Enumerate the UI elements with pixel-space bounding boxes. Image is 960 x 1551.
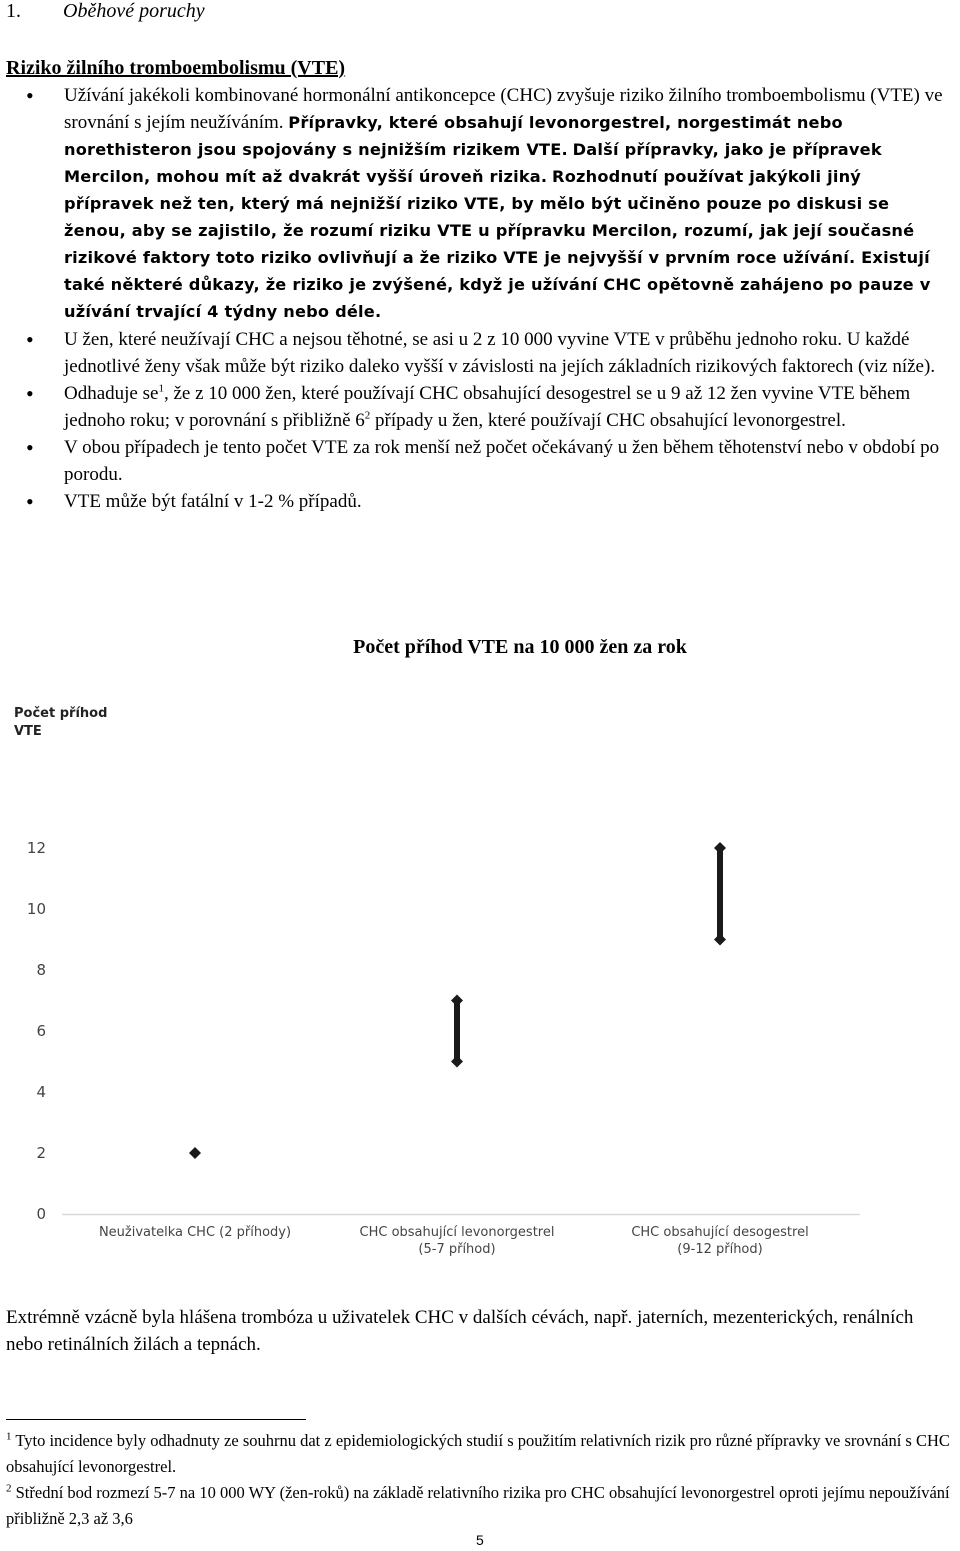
- vte-range-chart: [0, 820, 900, 1260]
- chart-title: Počet příhod VTE na 10 000 žen za rok: [353, 636, 687, 658]
- list-item: [0, 434, 960, 488]
- range-low-marker: [451, 1056, 463, 1068]
- range-low-marker: [189, 1147, 201, 1159]
- bullet-text-bold: Další přípravky, jako je přípravek Mercilon, mohou mít až dvakrát vyšší úroveň rizika.: [64, 140, 882, 186]
- chart-y-axis-label: [14, 705, 107, 741]
- footnote-text: Střední bod rozmezí 5-7 na 10 000 WY (žen-roků) na základě relativního rizika pro CHC obsahující levonorgestrel oproti jejímu nepoužívání přibližně 2,3 až 3,6: [6, 1483, 950, 1528]
- footnote-mark: 2: [6, 1482, 12, 1495]
- bullet-text: případy u žen, které používají CHC obsahující levonorgestrel.: [370, 410, 846, 431]
- footnote: [6, 1480, 956, 1532]
- y-tick-label: 2: [36, 1144, 46, 1162]
- closing-paragraph: Extrémně vzácně byla hlášena trombóza u uživatelek CHC v dalších cévách, např. jaterních, mezenterických, renálních nebo retinálních žilách a tepnách.: [6, 1307, 914, 1355]
- list-item: [0, 488, 960, 515]
- heading-title: Oběhové poruchy: [63, 0, 205, 22]
- footnotes: [6, 1428, 956, 1532]
- list-item: [0, 82, 960, 325]
- range-high-marker: [714, 842, 726, 854]
- x-category-sublabel: (9-12 příhod): [677, 1242, 763, 1257]
- section-title: Riziko žilního tromboembolismu (VTE): [6, 57, 346, 79]
- bullet-text: U žen, které neužívají CHC a nejsou těhotné, se asi u 2 z 10 000 vyvine VTE v průběhu jednoho roku. U každé jednotlivé ženy však může být riziko daleko vyšší v závislosti na jejích základních rizikových faktorech (viz níže).: [64, 329, 936, 377]
- footnote-text: Tyto incidence byly odhadnuty ze souhrnu dat z epidemiologických studií s použitím relativních rizik pro různé přípravky ve srovnání s CHC obsahující levonorgestrel.: [6, 1431, 950, 1476]
- bullet-text: Užívání jakékoli kombinované hormonální antikoncepce (CHC) zvyšuje riziko žilního tromboembolismu (VTE) ve srovnání s jejím neužíváním.: [64, 85, 943, 133]
- x-category-label: CHC obsahující desogestrel: [631, 1225, 809, 1240]
- footnote-mark: 1: [6, 1430, 12, 1443]
- footnote-ref: 2: [364, 409, 371, 422]
- footnote-ref: 1: [158, 382, 164, 395]
- footnote-divider: [6, 1419, 306, 1420]
- bullet-icon: •: [26, 435, 34, 460]
- x-category-label: Neuživatelka CHC (2 příhody): [98, 1225, 292, 1240]
- range-high-marker: [451, 995, 463, 1007]
- y-axis-label-line: Počet příhod: [14, 706, 108, 721]
- y-tick-label: 4: [36, 1083, 46, 1101]
- bullet-text: , že z 10 000 žen, které používají CHC obsahující desogestrel se u 9 až 12 žen vyvine VTE během jednoho roku; v porovnání s přibližně 6: [64, 383, 911, 431]
- heading-number: 1.: [6, 0, 21, 22]
- x-category-sublabel: (5-7 příhod): [418, 1242, 496, 1257]
- bullet-icon: •: [26, 327, 34, 352]
- footnote: [6, 1428, 956, 1480]
- y-tick-label: 0: [36, 1205, 46, 1223]
- y-tick-label: 12: [26, 839, 46, 857]
- list-item: [0, 380, 960, 434]
- y-tick-label: 6: [36, 1022, 46, 1040]
- bullet-text: VTE může být fatální v 1-2 % případů.: [64, 491, 362, 512]
- bullet-icon: •: [26, 489, 34, 514]
- bullet-text: Odhaduje se: [64, 383, 159, 404]
- bullet-icon: •: [26, 83, 34, 108]
- list-item: [0, 326, 960, 380]
- bullet-text-bold: Rozhodnutí používat jakýkoli jiný přípravek než ten, který má nejnižší riziko VTE, by mělo být učiněno pouze po diskusi se ženou, aby se zajistilo, že rozumí riziku VTE u přípravku Mercilon, rozumí, jak její současné rizikové faktory toto riziko ovlivňují a že riziko VTE je nejvyšší v prvním roce užívání. Existují také některé důkazy, že riziko je zvýšené, když je užívání CHC opětovně zahájeno po pauze v užívání trvající 4 týdny nebo déle.: [64, 167, 931, 321]
- bullet-text: V obou případech je tento počet VTE za rok menší než počet očekávaný u žen během těhotenství nebo v období po porodu.: [64, 437, 940, 485]
- y-tick-label: 8: [36, 961, 46, 979]
- bullet-text-bold: Přípravky, které obsahují levonorgestrel, norgestimát nebo norethisteron jsou spojovány s nejnižším rizikem VTE.: [64, 113, 843, 159]
- bullet-list: [0, 82, 960, 515]
- range-low-marker: [714, 934, 726, 946]
- y-tick-label: 10: [26, 900, 46, 918]
- bullet-icon: •: [26, 381, 34, 406]
- page-number: 5: [476, 1532, 484, 1548]
- x-category-label: CHC obsahující levonorgestrel: [359, 1225, 555, 1240]
- y-axis-label-line: VTE: [14, 724, 42, 739]
